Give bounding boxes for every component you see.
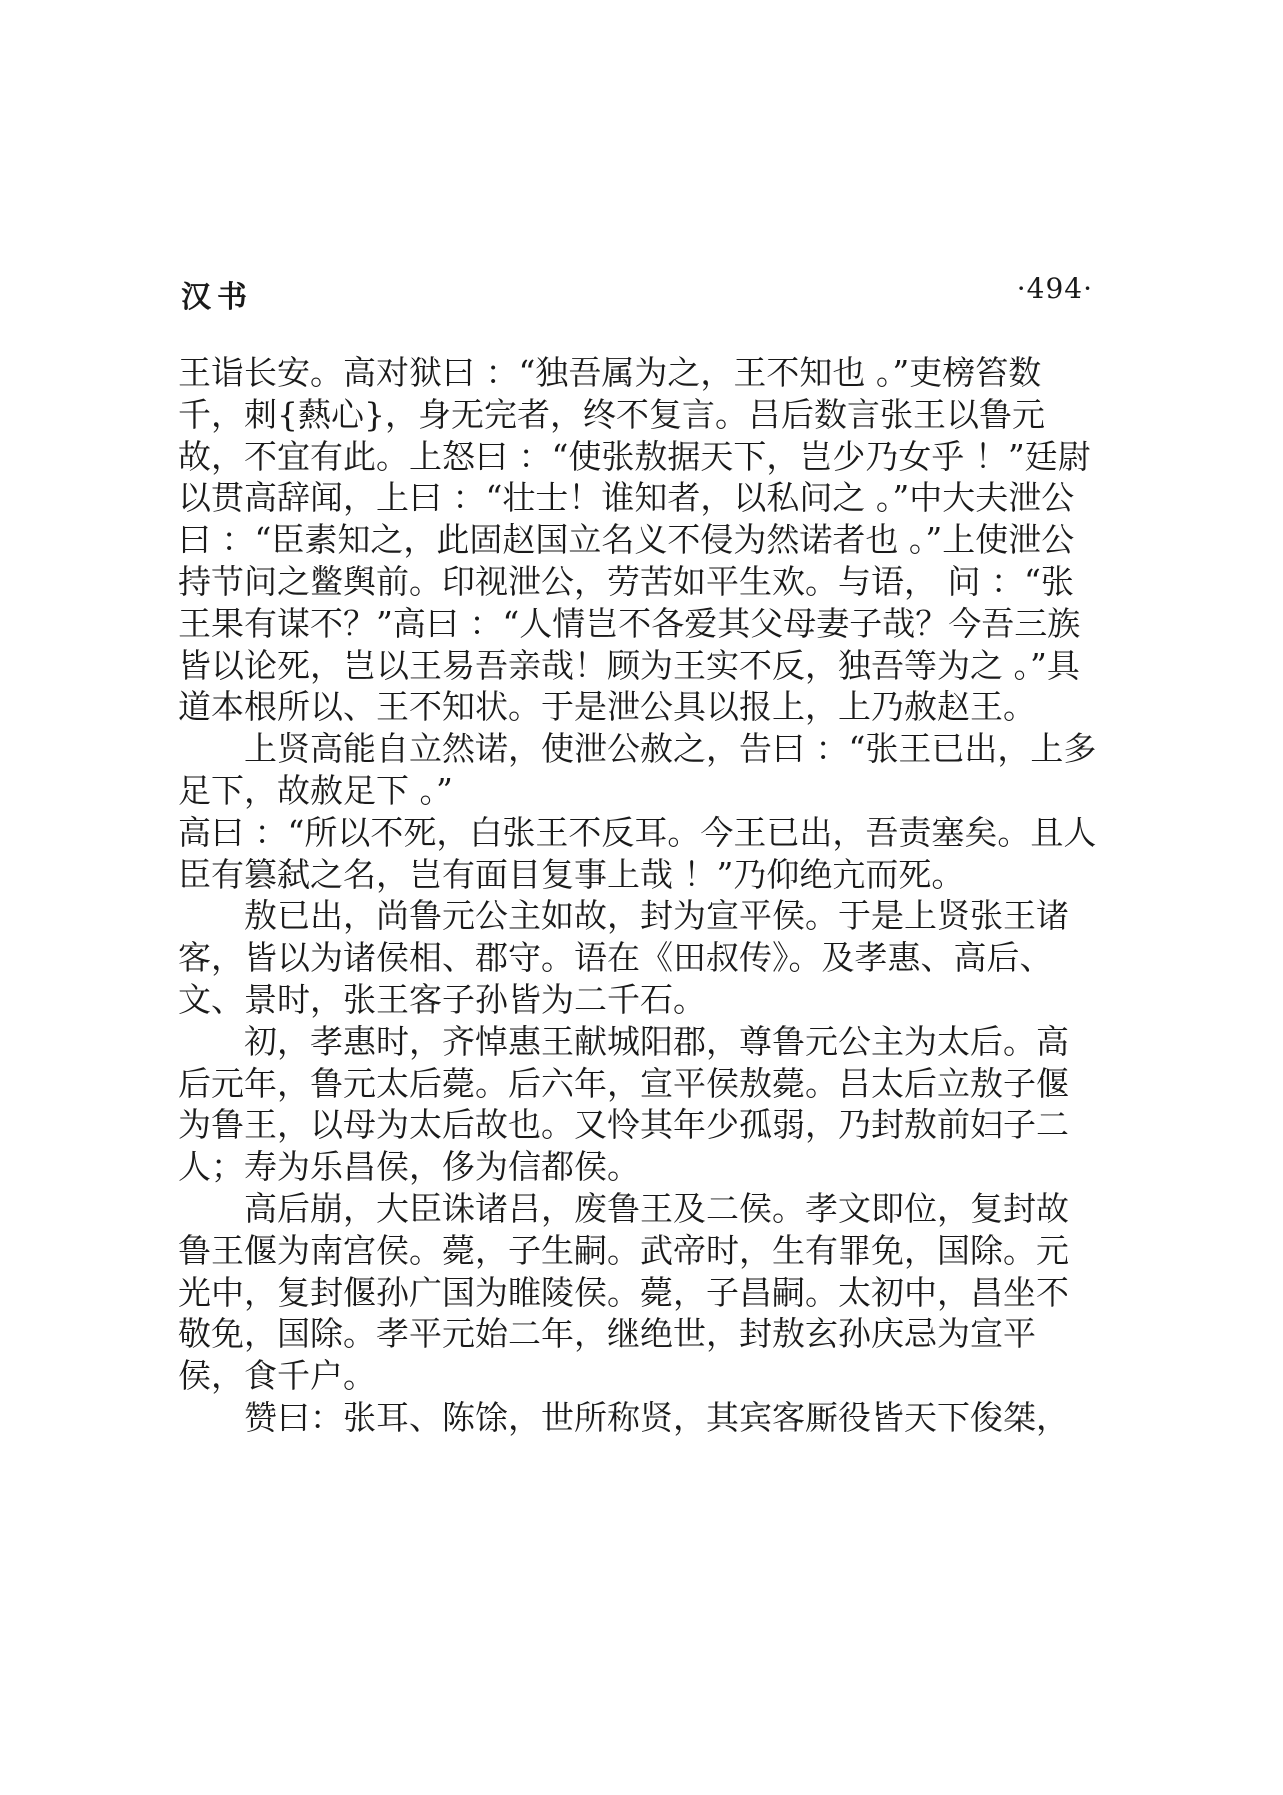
- paragraph-3: 高曰 ：“所以不死，白张王不反耳。今王已出，吾责塞矣。且人臣有篡弑之名，岂有面目复事上哉 ！”乃仰绝亢而死。: [178, 812, 1097, 894]
- page-header: [181, 272, 1093, 315]
- paragraph-6: 高后崩，大臣诛诸吕，废鲁王及二侯。孝文即位，复封故鲁王偃为南宫侯。薨，子生嗣。武帝时，生有罪免，国除。元光中，复封偃孙广国为睢陵侯。薨，子昌嗣。太初中，昌坐不敬免，国除。孝平元始二年，继绝世，封敖玄孙庆忌为宣平侯，食千户。: [178, 1188, 1069, 1396]
- paragraph-5: 初，孝惠时，齐悼惠王献城阳郡，尊鲁元公主为太后。高后元年，鲁元太后薨。后六年，宣平侯敖薨。吕太后立敖子偃为鲁王，以母为太后故也。又怜其年少孤弱，乃封敖前妇子二人；寿为乐昌侯，侈为信都侯。: [178, 1021, 1069, 1187]
- book-title: 汉书: [181, 280, 253, 315]
- body-text: [178, 352, 1098, 1439]
- paragraph-4: 敖已出，尚鲁元公主如故，封为宣平侯。于是上贤张王诸客，皆以为诸侯相、郡守。语在《田叔传》。及孝惠、高后、文、景时，张王客子孙皆为二千石。: [178, 896, 1069, 1019]
- page-number: ·494·: [1016, 272, 1093, 305]
- paragraph-1: 王诣长安。高对狱曰 ：“独吾属为之，王不知也 。”吏榜笞数千，刺{爇心}，身无完者，终不复言。吕后数言张王以鲁元故，不宜有此。上怒曰 ：“使张敖据天下，岂少乃女乎 ！”廷尉以贯高辞闻，上曰 ：“壮士！谁知者，以私问之 。”中大夫泄公曰 ：“臣素知之，此固赵国立名义不侵为然诺者也 。”上使泄公持节问之鳖舆前。印视泄公，劳苦如平生欢。与语， 问 ：“张王果有谋不？”高曰 ：“人情岂不各爱其父母妻子哉？今吾三族皆以论死，岂以王易吾亲哉！顾为王实不反，独吾等为之 。”具道本根所以、王不知状。于是泄公具以报上，上乃赦赵王。: [178, 353, 1091, 727]
- paragraph-7: 赞曰：张耳、陈馀，世所称贤，其宾客厮役皆天下俊桀，: [244, 1397, 1069, 1437]
- paragraph-2: 上贤高能自立然诺，使泄公赦之，告曰 ：“张王已出，上多足下，故赦足下 。”: [178, 729, 1097, 810]
